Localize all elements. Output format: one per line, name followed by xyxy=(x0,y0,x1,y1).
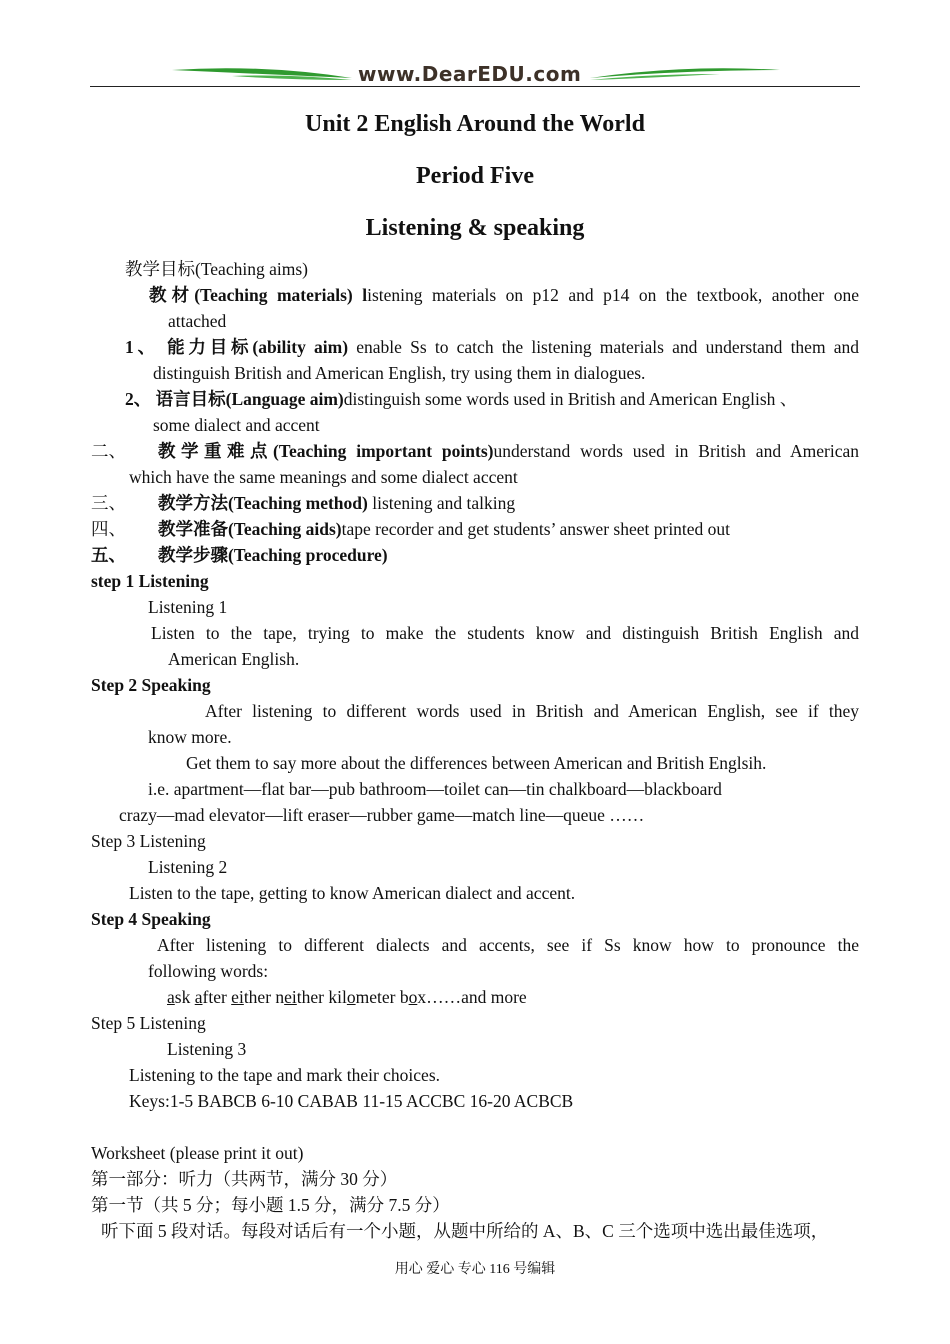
step-1-text-2: American English. xyxy=(168,649,300,669)
ability-aim-line: 1、 能力目标(ability aim) enable Ss to catch the listening materials and understand them and xyxy=(125,337,860,357)
aims-heading: 教学目标(Teaching aims) xyxy=(125,259,308,279)
ability-aim-line-2: distinguish British and American English, try using them in dialogues. xyxy=(153,363,646,383)
step-4-text: After listening to different dialects and accents, see if Ss know how to pronounce the xyxy=(157,935,859,955)
unit-title: Unit 2 English Around the World xyxy=(305,111,645,137)
section-5-number: 五、 xyxy=(91,545,126,565)
lesson-title: Listening & speaking xyxy=(365,215,585,241)
worksheet-instruction: 听下面 5 段对话。每段对话后有一个小题，从题中所给的 A、B、C 三个选项中选出最佳选项， xyxy=(101,1221,829,1241)
site-logo: www.DearEDU.com xyxy=(358,62,582,86)
answer-keys: Keys:1-5 BABCB 6-10 CABAB 11-15 ACCBC 16-20 ACBCB xyxy=(129,1091,574,1111)
worksheet-heading: Worksheet (please print it out) xyxy=(91,1143,304,1163)
right-swoosh-icon xyxy=(590,66,780,84)
step-4-word-list: ask after either neither kilometer box……and more xyxy=(167,987,527,1007)
section-3-number: 三、 xyxy=(91,493,126,513)
header-rule xyxy=(90,86,860,87)
step-5-sub: Listening 3 xyxy=(167,1039,247,1059)
step-2-text-3: Get them to say more about the differences between American and British Englsih. xyxy=(186,753,767,773)
left-swoosh-icon xyxy=(172,66,352,84)
section-3-line: 教学方法(Teaching method) listening and talking xyxy=(158,493,516,513)
step-3-heading: Step 3 Listening xyxy=(91,831,206,851)
step-3-text: Listen to the tape, getting to know American dialect and accent. xyxy=(129,883,576,903)
step-3-sub: Listening 2 xyxy=(148,857,228,877)
materials-line: 教材(Teaching materials) listening materials on p12 and p14 on the textbook, another one xyxy=(149,285,859,305)
step-4-heading: Step 4 Speaking xyxy=(91,909,211,929)
section-2-number: 二、 xyxy=(91,441,126,461)
step-2-word-pairs-2: crazy—mad elevator—lift eraser—rubber game—match line—queue …… xyxy=(119,805,645,825)
page-footer: 用心 爱心 专心 116 号编辑 xyxy=(394,1262,556,1277)
section-4-line: 教学准备(Teaching aids)tape recorder and get students’ answer sheet printed out xyxy=(158,519,731,539)
worksheet-section-1: 第一节（共 5 分；每小题 1.5 分，满分 7.5 分） xyxy=(91,1195,450,1215)
step-2-word-pairs: i.e. apartment—flat bar—pub bathroom—toilet can—tin chalkboard—blackboard xyxy=(148,779,722,799)
step-5-text: Listening to the tape and mark their choices. xyxy=(129,1065,441,1085)
language-aim-line-2: some dialect and accent xyxy=(153,415,320,435)
step-2-heading: Step 2 Speaking xyxy=(91,675,211,695)
section-2-line-2: which have the same meanings and some dialect accent xyxy=(129,467,518,487)
step-4-text-2: following words: xyxy=(148,961,269,981)
worksheet-part-1: 第一部分：听力（共两节，满分 30 分） xyxy=(91,1169,398,1189)
materials-line-2: attached xyxy=(168,311,227,331)
section-2-line: 教学重难点(Teaching important points)understand words used in British and American xyxy=(158,441,859,461)
section-5-line: 教学步骤(Teaching procedure) xyxy=(158,545,388,565)
period-title: Period Five xyxy=(416,163,534,189)
step-5-heading: Step 5 Listening xyxy=(91,1013,206,1033)
step-1-sub: Listening 1 xyxy=(148,597,228,617)
page-header xyxy=(90,58,860,92)
step-2-text-2: know more. xyxy=(148,727,232,747)
step-2-text: After listening to different words used in British and American English, see if they xyxy=(205,701,859,721)
section-4-number: 四、 xyxy=(91,519,126,539)
step-1-heading: step 1 Listening xyxy=(91,571,209,591)
step-1-text: Listen to the tape, trying to make the students know and distinguish British English and xyxy=(151,623,859,643)
language-aim-line: 2、 语言目标(Language aim)distinguish some words used in British and American English 、 xyxy=(125,389,798,409)
